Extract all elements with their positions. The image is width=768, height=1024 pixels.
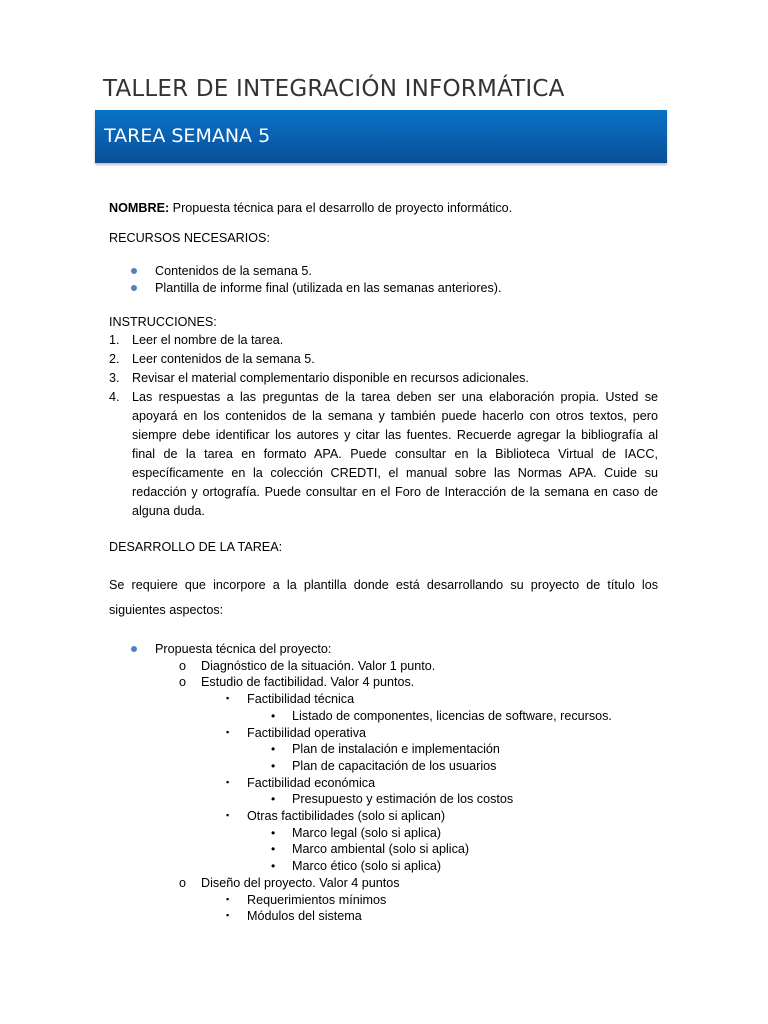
- dot-bullet-icon: •: [271, 825, 276, 840]
- list-item: • Marco legal (solo si aplica): [271, 825, 442, 840]
- list-item: • Plan de capacitación de los usuarios: [271, 758, 497, 773]
- desarrollo-intro: Se requiere que incorpore a la plantilla donde está desarrollando su proyecto de título los siguientes aspectos:: [109, 578, 658, 617]
- dot-bullet-icon: •: [271, 842, 276, 857]
- list-item: o Estudio de factibilidad. Valor 4 puntos.: [179, 675, 415, 690]
- propuesta-tree: [109, 641, 658, 925]
- list-item: ▪ Otras factibilidades (solo si aplican): [226, 809, 446, 824]
- list-item: ▪ Factibilidad técnica: [226, 692, 355, 707]
- list-item: • Listado de componentes, licencias de software, recursos.: [271, 708, 612, 723]
- square-bullet-icon: ▪: [226, 726, 230, 737]
- title-banner: [95, 110, 667, 163]
- square-bullet-icon: ▪: [226, 893, 230, 904]
- step-number: 2.: [109, 352, 120, 366]
- list-item: o Diagnóstico de la situación. Valor 1 punto.: [179, 658, 436, 673]
- list-item: [109, 350, 658, 369]
- dot-bullet-icon: •: [271, 708, 276, 723]
- recursos-heading: RECURSOS NECESARIOS:: [109, 231, 270, 245]
- instrucciones-heading: INSTRUCCIONES:: [109, 315, 217, 329]
- square-bullet-icon: ▪: [226, 776, 230, 787]
- recursos-list: [109, 263, 658, 297]
- dot-bullet-icon: •: [271, 792, 276, 807]
- list-item: ▪ Factibilidad económica: [226, 775, 376, 790]
- list-item: Contenidos de la semana 5.: [109, 263, 658, 280]
- list-item: • Presupuesto y estimación de los costos: [271, 792, 514, 807]
- step-text: Revisar el material complementario disponible en recursos adicionales.: [132, 371, 529, 385]
- course-title: TALLER DE INTEGRACIÓN INFORMÁTICA: [103, 76, 565, 102]
- nombre-value: Propuesta técnica para el desarrollo de proyecto informático.: [172, 201, 513, 215]
- list-item: • Plan de instalación e implementación: [271, 742, 500, 757]
- square-bullet-icon: ▪: [226, 910, 230, 921]
- square-bullet-icon: ▪: [226, 693, 230, 704]
- dot-bullet-icon: •: [271, 758, 276, 773]
- list-item: [109, 331, 658, 350]
- list-item: ▪ Requerimientos mínimos: [226, 892, 387, 907]
- list-item: • Marco ambiental (solo si aplica): [271, 842, 470, 857]
- step-text: Leer el nombre de la tarea.: [132, 333, 284, 347]
- list-item: ▪ Módulos del sistema: [226, 909, 362, 924]
- desarrollo-heading: DESARROLLO DE LA TAREA:: [109, 540, 283, 554]
- list-item: [109, 369, 658, 388]
- list-item: Propuesta técnica del proyecto:: [109, 641, 658, 658]
- dot-bullet-icon: •: [271, 742, 276, 757]
- circle-bullet-icon: o: [179, 675, 187, 690]
- dot-bullet-icon: •: [271, 859, 276, 874]
- list-item: Plantilla de informe final (utilizada en las semanas anteriores).: [109, 280, 658, 297]
- step-number: 4.: [109, 390, 120, 404]
- list-item: [109, 388, 658, 521]
- banner-title: TAREA SEMANA 5: [104, 125, 271, 147]
- step-text: Las respuestas a las preguntas de la tarea deben ser una elaboración propia. Usted se apoyará en los contenidos de la semana y también puede hacerlo con otros textos, pero siempre debe identificar los autores y citar las fuentes. Recuerde agregar la bibliografía al final de la tarea en formato APA. Puede consultar en la Biblioteca Virtual de IACC, específicamente en la colección CREDTI, el manual sobre las Normas APA. Cuide su redacción y ortografía. Puede consultar en el Foro de Interacción de la semana en caso de alguna duda.: [132, 390, 658, 518]
- circle-bullet-icon: o: [179, 658, 187, 673]
- square-bullet-icon: ▪: [226, 810, 230, 821]
- nombre-label: NOMBRE:: [109, 201, 170, 215]
- instrucciones-list: [109, 331, 658, 521]
- step-number: 1.: [109, 333, 120, 347]
- step-text: Leer contenidos de la semana 5.: [132, 352, 315, 366]
- list-item: • Marco ético (solo si aplica): [271, 859, 442, 874]
- step-number: 3.: [109, 371, 120, 385]
- nombre-line: [109, 200, 658, 217]
- circle-bullet-icon: o: [179, 875, 187, 890]
- list-item: ▪ Factibilidad operativa: [226, 725, 367, 740]
- list-item: o Diseño del proyecto. Valor 4 puntos: [179, 875, 400, 890]
